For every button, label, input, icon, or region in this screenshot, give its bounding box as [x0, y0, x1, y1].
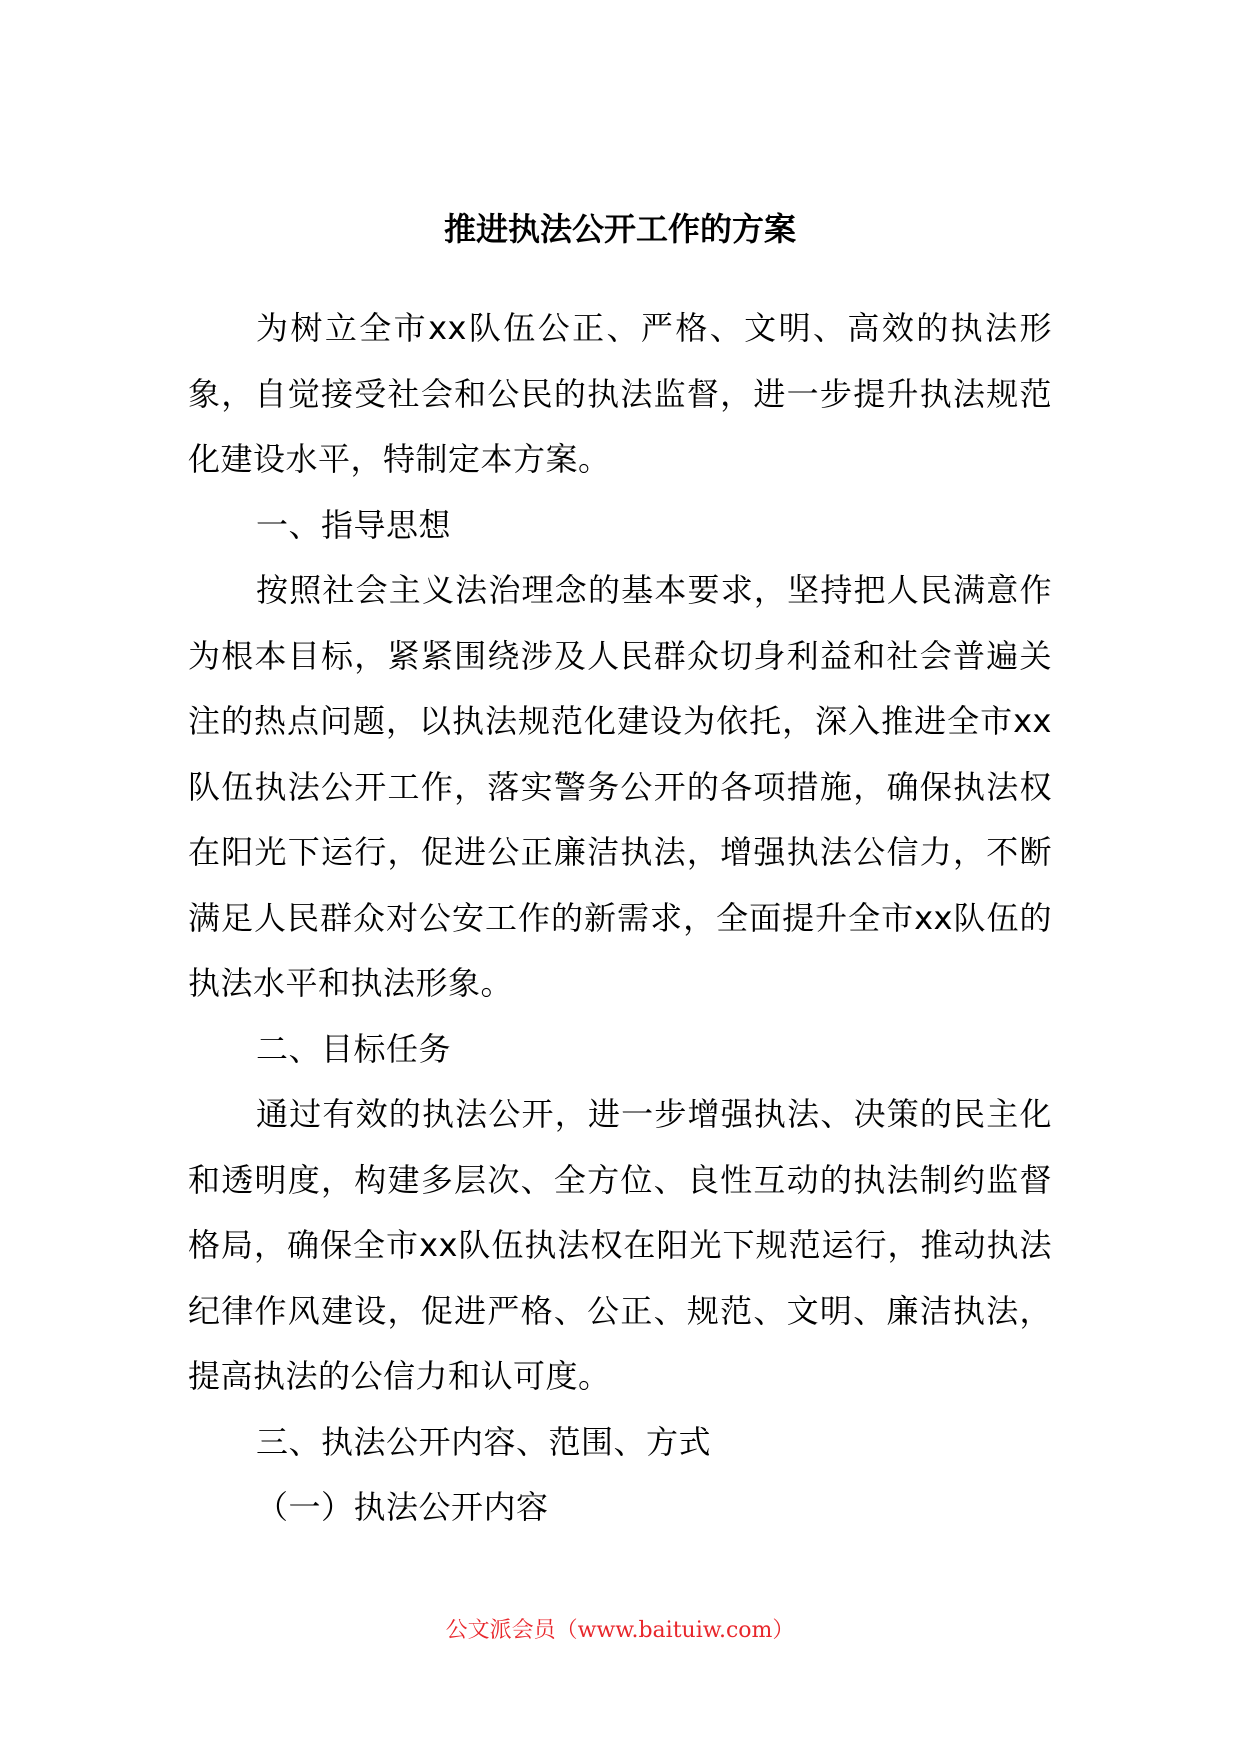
guiding-ideology-paragraph: 按照社会主义法治理念的基本要求，坚持把人民满意作为根本目标，紧紧围绕涉及人民群众切身利益和社会普遍关注的热点问题，以执法规范化建设为依托，深入推进全市xx队伍执法公开工作，落实警务公开的各项措施，确保执法权在阳光下运行，促进公正廉洁执法，增强执法公信力，不断满足人民群众对公安工作的新需求，全面提升全市xx队伍的执法水平和执法形象。 — [188, 571, 1052, 1002]
section-heading-guiding-ideology: 一、指导思想 — [256, 505, 452, 544]
document-title: 推进执法公开工作的方案 — [443, 210, 796, 248]
footer-watermark: 公文派会员（www.baituiw.com） — [445, 1618, 795, 1643]
subsection-heading-disclosure-content: （一）执法公开内容 — [256, 1488, 549, 1526]
section-heading-disclosure-scope: 三、执法公开内容、范围、方式 — [256, 1422, 712, 1461]
document-body — [188, 296, 1052, 1541]
intro-paragraph: 为树立全市xx队伍公正、严格、文明、高效的执法形象，自觉接受社会和公民的执法监督，进一步提升执法规范化建设水平，特制定本方案。 — [188, 309, 1052, 478]
objectives-paragraph: 通过有效的执法公开，进一步增强执法、决策的民主化和透明度，构建多层次、全方位、良性互动的执法制约监督格局，确保全市xx队伍执法权在阳光下规范运行，推动执法纪律作风建设，促进严格、公正、规范、文明、廉洁执法，提高执法的公信力和认可度。 — [188, 1095, 1052, 1395]
section-heading-objectives: 二、目标任务 — [256, 1029, 452, 1068]
